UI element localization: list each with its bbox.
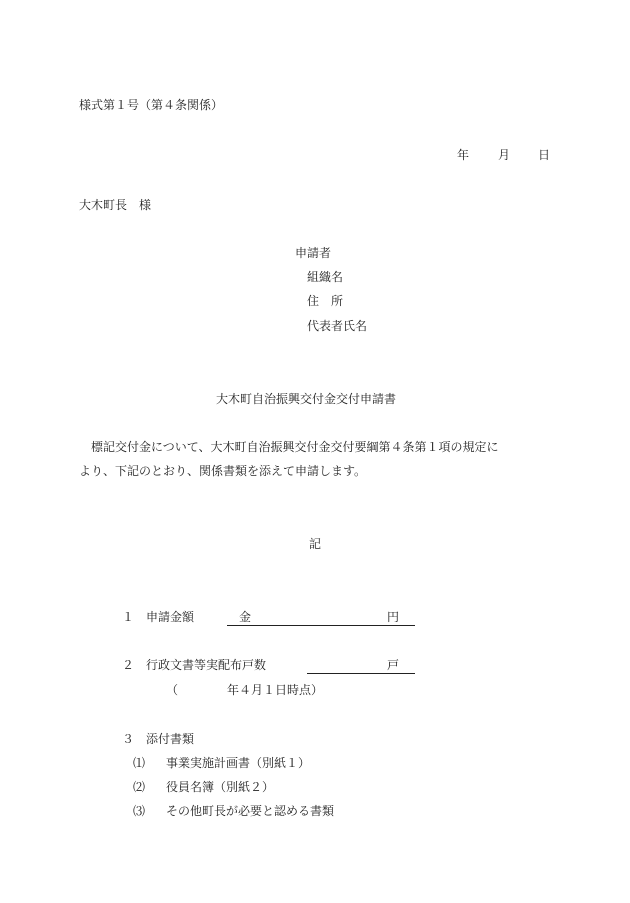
body-text-line2: より、下記のとおり、関係書類を添えて申請します。 xyxy=(79,464,367,478)
item2-note-text: 年４月１日時点） xyxy=(227,683,324,697)
attachment-text: 事業実施計画書（別紙１） xyxy=(166,756,311,770)
amount-suffix: 円 xyxy=(387,610,400,624)
item3-number: ３ xyxy=(122,732,135,746)
attachment-text: その他町長が必要と認める書類 xyxy=(166,804,335,818)
household-suffix: 戸 xyxy=(387,658,400,672)
amount-prefix: 金 xyxy=(239,610,252,624)
item2-number: ２ xyxy=(122,658,135,672)
item1-label: 申請金額 xyxy=(146,610,195,624)
attachment-item xyxy=(133,803,145,819)
form-number: 様式第１号（第４条関係） xyxy=(79,98,224,112)
document-title: 大木町自治振興交付金交付申請書 xyxy=(216,392,397,406)
item1-number: １ xyxy=(122,610,135,624)
date-year-label: 年 xyxy=(457,148,470,162)
attachment-item xyxy=(133,779,145,795)
attachment-number: ⑴ xyxy=(133,756,146,770)
date-day-label: 日 xyxy=(538,148,551,162)
applicant-field-organization: 組織名 xyxy=(307,270,344,284)
amount-field[interactable] xyxy=(227,609,415,626)
applicant-field-representative: 代表者氏名 xyxy=(307,319,368,333)
attachment-item xyxy=(133,755,145,771)
date-month-label: 月 xyxy=(498,148,511,162)
applicant-field-address: 住 所 xyxy=(307,294,344,308)
applicant-heading: 申請者 xyxy=(295,246,332,260)
household-count-field[interactable] xyxy=(307,657,415,674)
attachment-text: 役員名簿（別紙２） xyxy=(166,780,275,794)
ki-heading: 記 xyxy=(309,537,322,551)
item2-note-open: （ xyxy=(166,683,179,697)
attachment-number: ⑶ xyxy=(133,804,146,818)
item2-label: 行政文書等実配布戸数 xyxy=(146,658,267,672)
item3-label: 添付書類 xyxy=(146,732,195,746)
addressee: 大木町長 様 xyxy=(79,198,152,212)
body-text-line1: 標記交付金について、大木町自治振興交付金交付要綱第４条第１項の規定に xyxy=(91,440,499,454)
attachment-number: ⑵ xyxy=(133,780,146,794)
